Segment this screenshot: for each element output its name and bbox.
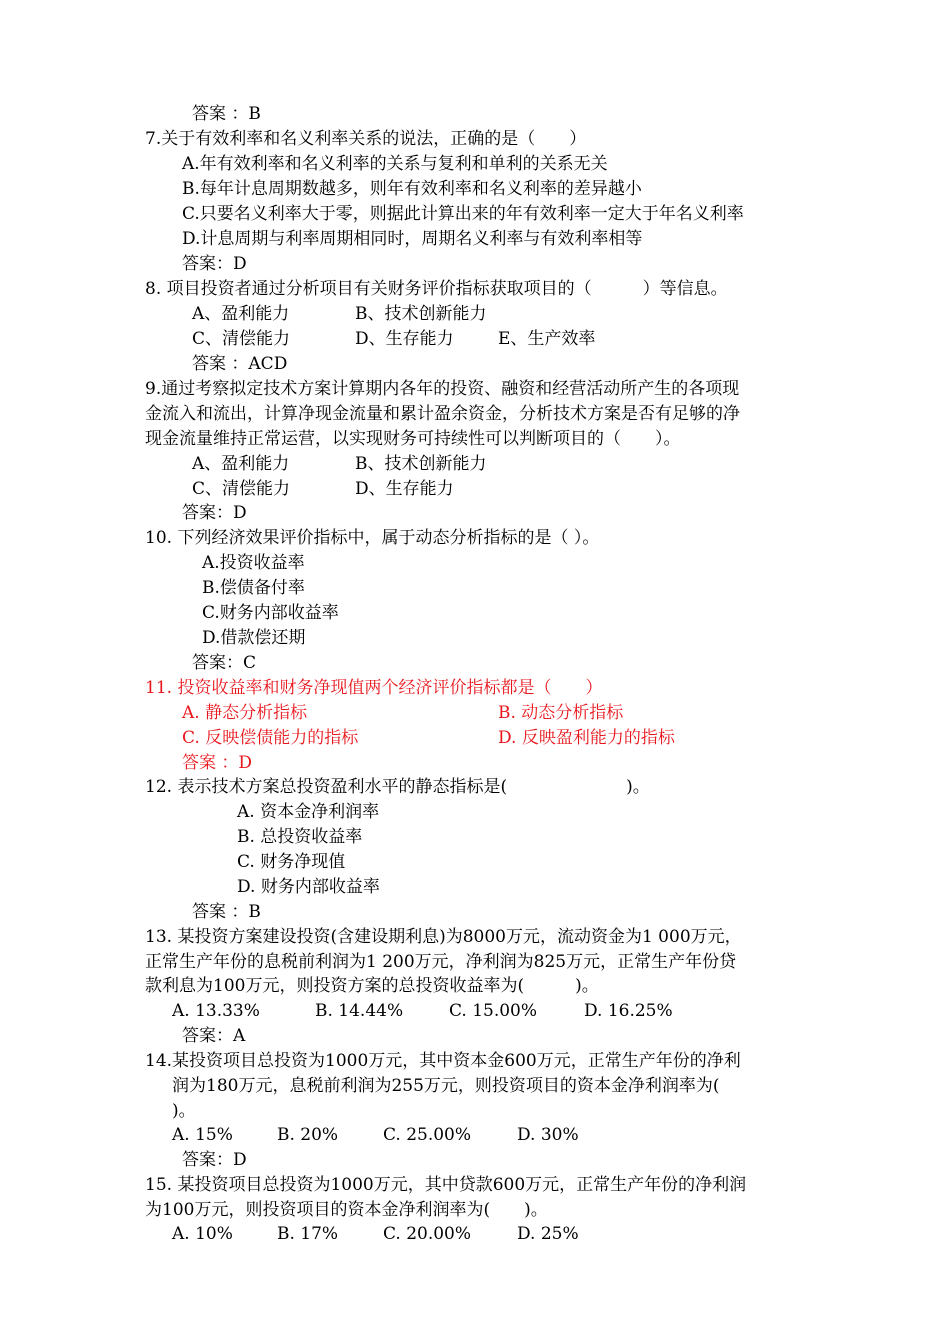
q7-option-b: B.每年计息周期数越多，则年有效利率和名义利率的差异越小: [182, 179, 642, 199]
q12-option-a: A. 资本金净利润率: [237, 802, 380, 822]
q9-option-d: D、生存能力: [355, 479, 454, 499]
q13-option-a: A. 13.33%: [172, 1001, 260, 1021]
q10-option-b: B.偿债备付率: [202, 578, 305, 598]
answer-q6: 答案 ：B: [192, 104, 261, 124]
question-7: 7.关于有效利率和名义利率关系的说法，正确的是（ ）: [145, 129, 587, 149]
q11-option-c: C. 反映偿债能力的指标: [182, 728, 359, 748]
answer-q10: 答案：C: [192, 653, 257, 673]
q9-option-c: C、清偿能力: [192, 479, 291, 499]
q10-option-d: D.借款偿还期: [202, 628, 306, 648]
question-13-line-3: 款利息为100万元，则投资方案的总投资收益率为( )。: [145, 976, 599, 996]
q12-option-d: D. 财务内部收益率: [237, 877, 380, 897]
q12-option-c: C. 财务净现值: [237, 852, 346, 872]
question-10: 10. 下列经济效果评价指标中，属于动态分析指标的是（ ）。: [145, 528, 600, 548]
answer-q12: 答案 ：B: [192, 902, 261, 922]
q8-option-c: C、清偿能力: [192, 329, 291, 349]
question-11: 11. 投资收益率和财务净现值两个经济评价指标都是（ ）: [145, 678, 603, 698]
question-14-line-1: 14.某投资项目总投资为1000万元，其中资本金600万元，正常生产年份的净利: [145, 1051, 741, 1071]
q15-option-a: A. 10%: [172, 1224, 233, 1244]
q11-option-d: D. 反映盈利能力的指标: [498, 728, 675, 748]
q15-option-c: C. 20.00%: [383, 1224, 472, 1244]
answer-q13: 答案：A: [182, 1026, 246, 1046]
q14-option-d: D. 30%: [517, 1125, 579, 1145]
q13-option-c: C. 15.00%: [449, 1001, 538, 1021]
q13-option-d: D. 16.25%: [584, 1001, 673, 1021]
q8-option-b: B、技术创新能力: [355, 304, 487, 324]
q11-option-b: B. 动态分析指标: [498, 703, 624, 723]
answer-q11: 答案 ：D: [182, 753, 253, 773]
answer-q14: 答案：D: [182, 1150, 247, 1170]
q9-option-b: B、技术创新能力: [355, 454, 487, 474]
answer-q8: 答案 ：ACD: [192, 354, 288, 374]
q15-option-b: B. 17%: [277, 1224, 339, 1244]
question-12: 12. 表示技术方案总投资盈利水平的静态指标是( )。: [145, 777, 650, 797]
q9-option-a: A、盈利能力: [192, 454, 290, 474]
q11-option-a: A. 静态分析指标: [182, 703, 308, 723]
q8-option-e: E、生产效率: [498, 329, 596, 349]
q8-option-a: A、盈利能力: [192, 304, 290, 324]
question-9-line-1: 9.通过考察拟定技术方案计算期内各年的投资、融资和经营活动所产生的各项现: [145, 379, 740, 399]
q8-option-d: D、生存能力: [355, 329, 454, 349]
answer-q9: 答案：D: [182, 503, 247, 523]
question-13-line-1: 13. 某投资方案建设投资(含建设期利息)为8000万元，流动资金为1 000万元，: [145, 927, 742, 947]
q12-option-b: B. 总投资收益率: [237, 827, 363, 847]
q15-option-d: D. 25%: [517, 1224, 579, 1244]
question-8: 8. 项目投资者通过分析项目有关财务评价指标获取项目的（ ）等信息。: [145, 279, 728, 299]
q7-option-a: A.年有效利率和名义利率的关系与复利和单利的关系无关: [182, 154, 608, 174]
q13-option-b: B. 14.44%: [315, 1001, 404, 1021]
question-15-line-2: 为100万元，则投资项目的资本金净利润率为( )。: [145, 1200, 548, 1220]
question-14-line-2: 润为180万元，息税前利润为255万元，则投资项目的资本金净利润率为(: [172, 1076, 720, 1096]
q14-option-b: B. 20%: [277, 1125, 339, 1145]
question-9-line-2: 金流入和流出，计算净现金流量和累计盈余资金，分析技术方案是否有足够的净: [145, 404, 740, 424]
question-14-line-3: )。: [172, 1101, 196, 1121]
q10-option-a: A.投资收益率: [202, 553, 305, 573]
q7-option-d: D.计息周期与利率周期相同时，周期名义利率与有效利率相等: [182, 229, 643, 249]
q10-option-c: C.财务内部收益率: [202, 603, 339, 623]
answer-q7: 答案：D: [182, 254, 247, 274]
question-9-line-3: 现金流量维持正常运营，以实现财务可持续性可以判断项目的（ ）。: [145, 429, 681, 449]
question-15-line-1: 15. 某投资项目总投资为1000万元，其中贷款600万元，正常生产年份的净利润: [145, 1175, 747, 1195]
q14-option-a: A. 15%: [172, 1125, 233, 1145]
q14-option-c: C. 25.00%: [383, 1125, 472, 1145]
question-13-line-2: 正常生产年份的息税前利润为1 200万元，净利润为825万元，正常生产年份贷: [145, 952, 737, 972]
q7-option-c: C.只要名义利率大于零，则据此计算出来的年有效利率一定大于年名义利率: [182, 204, 744, 224]
